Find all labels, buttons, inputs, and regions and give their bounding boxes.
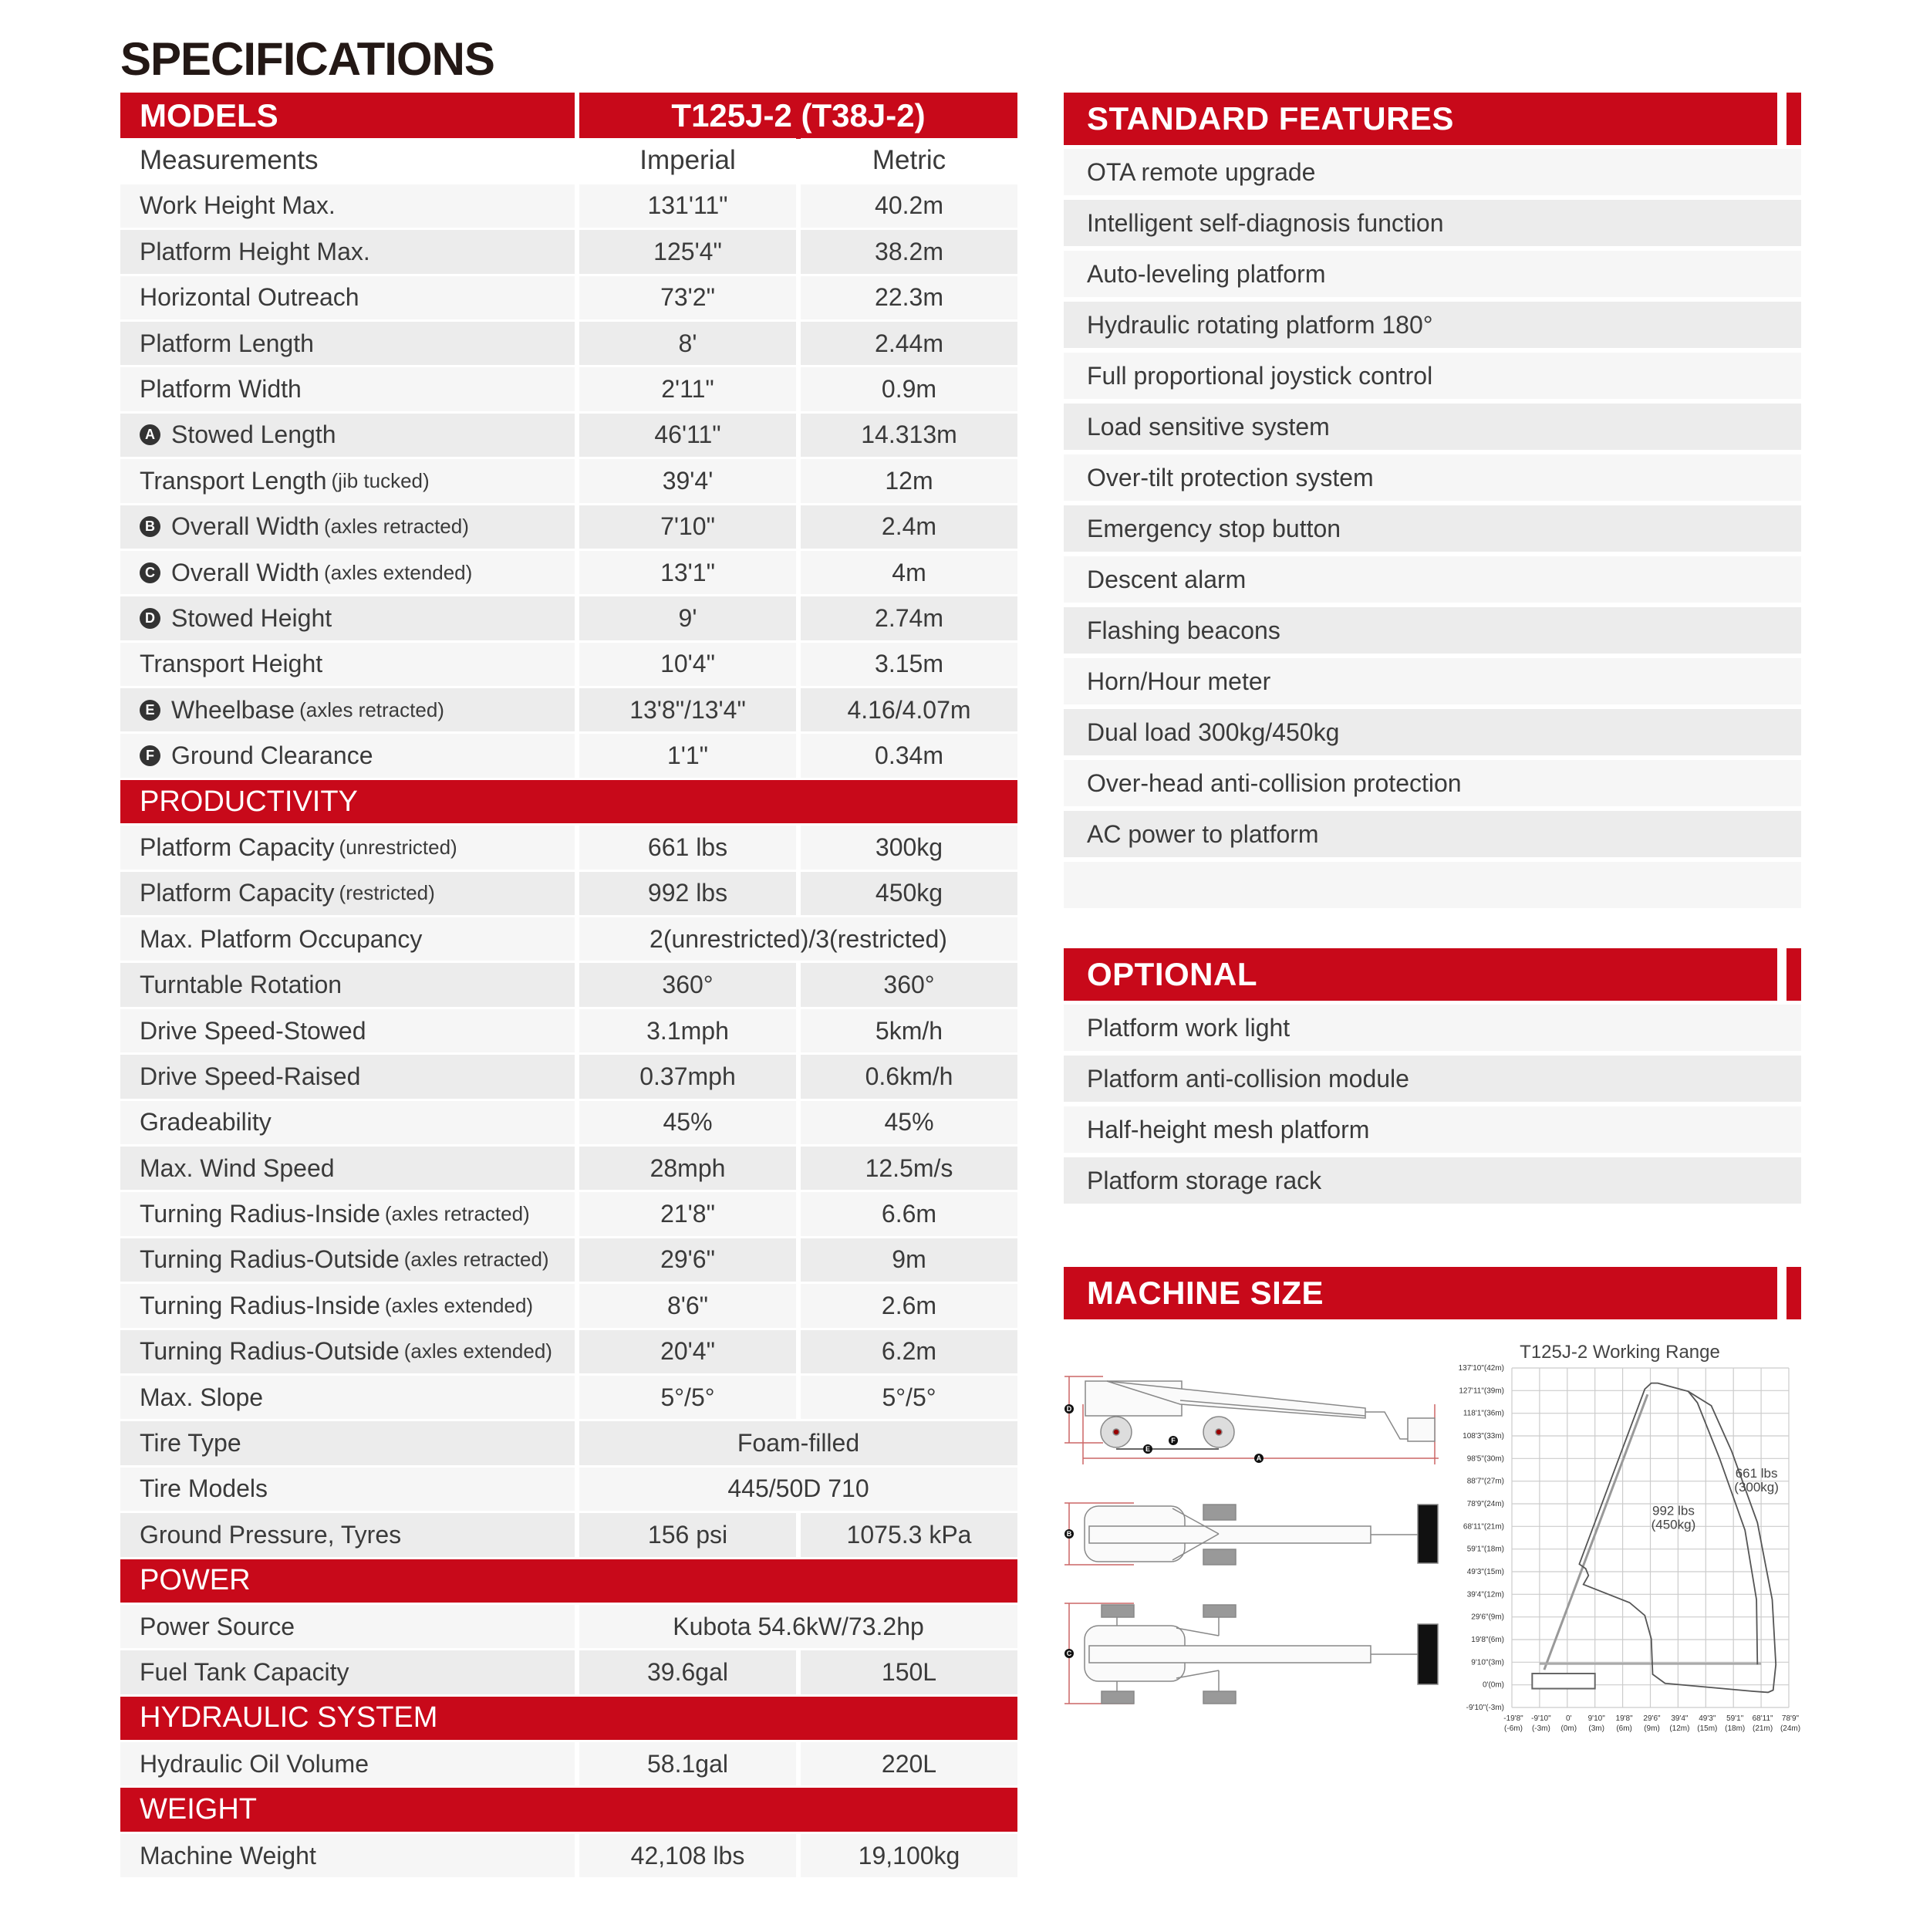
table-row: [120, 734, 1017, 779]
feature-item: Flashing beacons: [1064, 607, 1801, 654]
table-row: [120, 1147, 1017, 1192]
section-header: [120, 1697, 1017, 1742]
row-label-cell: [120, 1742, 575, 1785]
row-note: (axles extended): [403, 1339, 552, 1363]
y-tick-label: 9'10"(3m): [1471, 1658, 1504, 1667]
table-row: [120, 596, 1017, 642]
section-title: POWER: [120, 1559, 1017, 1603]
row-label: Horizontal Outreach: [140, 283, 359, 312]
row-label: Max. Platform Occupancy: [140, 924, 423, 953]
optional-title: OPTIONAL: [1064, 948, 1777, 1001]
dimension-badge: D: [140, 608, 160, 629]
y-tick-label: 127'11"(39m): [1459, 1387, 1504, 1396]
top-view-retracted-drawing: [1064, 1503, 1438, 1565]
series-label: (300kg): [1734, 1479, 1779, 1495]
row-label-cell: [120, 1101, 575, 1144]
metric-value: 150L: [801, 1650, 1017, 1694]
row-label-cell: [120, 276, 575, 319]
row-label: Turntable Rotation: [140, 971, 342, 999]
metric-value: 5°/5°: [801, 1376, 1017, 1419]
metric-value: 6.2m: [801, 1330, 1017, 1373]
row-label: Turning Radius-Inside: [140, 1200, 380, 1228]
row-label: Gradeability: [140, 1108, 272, 1137]
badge-b: B: [1066, 1530, 1072, 1538]
row-label: Machine Weight: [140, 1841, 316, 1870]
row-label-cell: [120, 826, 575, 869]
row-label-cell: [120, 414, 575, 457]
row-value: 2(unrestricted)/3(restricted): [579, 917, 1017, 961]
imperial-value: 992 lbs: [579, 872, 796, 915]
table-row: [120, 1513, 1017, 1559]
metric-value: 4m: [801, 551, 1017, 594]
dimension-badge: E: [140, 700, 160, 721]
table-row: [120, 184, 1017, 230]
imperial-value: 42,108 lbs: [579, 1834, 796, 1877]
metric-value: 220L: [801, 1742, 1017, 1785]
y-tick-label: 88'7"(27m): [1466, 1477, 1504, 1486]
row-label-cell: [120, 734, 575, 777]
feature-item: Full proportional joystick control: [1064, 353, 1801, 399]
row-note: (axles retracted): [403, 1248, 549, 1272]
y-tick-label: 29'6"(9m): [1471, 1613, 1504, 1622]
imperial-value: 45%: [579, 1101, 796, 1144]
imperial-value: 29'6": [579, 1238, 796, 1282]
table-row: [120, 367, 1017, 413]
x-tick-label: 59'1": [1726, 1714, 1744, 1723]
imperial-value: 58.1gal: [579, 1742, 796, 1785]
working-range-chart: [1450, 1343, 1820, 1836]
dimension-badge: C: [140, 562, 160, 583]
chassis-icon: [1532, 1674, 1594, 1689]
row-label: Turning Radius-Inside: [140, 1291, 380, 1319]
feature-item: OTA remote upgrade: [1064, 149, 1801, 195]
side-view-drawing: [1064, 1376, 1439, 1464]
metric-value: 19,100kg: [801, 1834, 1017, 1877]
table-row: [120, 1238, 1017, 1284]
row-label: Fuel Tank Capacity: [140, 1657, 349, 1686]
section-title: PRODUCTIVITY: [120, 780, 1017, 823]
row-label-cell: [120, 872, 575, 915]
row-value: Foam-filled: [579, 1421, 1017, 1464]
row-label-cell: [120, 367, 575, 410]
col-imperial: Imperial: [579, 138, 796, 181]
x-tick-label: 0': [1566, 1714, 1572, 1723]
imperial-value: 13'1": [579, 551, 796, 594]
x-tick-label: 19'8": [1615, 1714, 1633, 1723]
row-label-cell: [120, 1468, 575, 1511]
standard-features-list: [1064, 149, 1801, 913]
row-label-cell: [120, 1513, 575, 1556]
feature-item: Platform anti-collision module: [1064, 1056, 1801, 1102]
table-row: [120, 1055, 1017, 1100]
series-label: 661 lbs: [1735, 1465, 1778, 1481]
imperial-value: 3.1mph: [579, 1009, 796, 1052]
row-label: Tire Type: [140, 1429, 241, 1457]
section-title: WEIGHT: [120, 1788, 1017, 1831]
chart-title: T125J-2 Working Range: [1520, 1343, 1720, 1363]
row-label-cell: [120, 505, 575, 549]
row-label: Drive Speed-Raised: [140, 1062, 361, 1090]
metric-value: 2.6m: [801, 1284, 1017, 1327]
table-row: [120, 505, 1017, 551]
row-label: Max. Slope: [140, 1383, 264, 1411]
row-label: Hydraulic Oil Volume: [140, 1749, 369, 1778]
table-row: [120, 1284, 1017, 1329]
x-tick-label: 9'10": [1587, 1714, 1605, 1723]
table-row: [120, 551, 1017, 596]
y-tick-label: 39'4"(12m): [1466, 1590, 1504, 1599]
metric-value: 45%: [801, 1101, 1017, 1144]
table-row: [120, 1330, 1017, 1376]
row-label: Stowed Length: [171, 421, 336, 449]
y-axis-labels: [1459, 1364, 1504, 1712]
table-row: [120, 1742, 1017, 1788]
x-tick-metric-label: (18m): [1725, 1724, 1746, 1733]
row-label-cell: [120, 1605, 575, 1648]
row-label-cell: [120, 1650, 575, 1694]
row-label: Transport Height: [140, 650, 323, 678]
imperial-value: 1'1": [579, 734, 796, 777]
y-tick-label: 49'3"(15m): [1466, 1568, 1504, 1576]
feature-item: Hydraulic rotating platform 180°: [1064, 302, 1801, 348]
imperial-value: 156 psi: [579, 1513, 796, 1556]
x-tick-metric-label: (15m): [1697, 1724, 1718, 1733]
row-note: (axles extended): [324, 560, 473, 584]
imperial-value: 5°/5°: [579, 1376, 796, 1419]
x-tick-metric-label: (3m): [1588, 1724, 1604, 1733]
x-tick-metric-label: (-6m): [1504, 1724, 1523, 1733]
header-accent-tab: [1786, 1267, 1801, 1319]
row-note: (axles retracted): [299, 697, 444, 721]
table-row: [120, 1605, 1017, 1650]
row-label: Transport Length: [140, 466, 327, 495]
badge-f: F: [1171, 1437, 1176, 1444]
metric-value: 3.15m: [801, 643, 1017, 686]
imperial-value: 9': [579, 596, 796, 640]
imperial-value: 661 lbs: [579, 826, 796, 869]
feature-item: Platform work light: [1064, 1005, 1801, 1051]
row-note: (jib tucked): [331, 468, 430, 492]
feature-item: Horn/Hour meter: [1064, 658, 1801, 704]
col-measurements: Measurements: [120, 138, 575, 181]
row-label-cell: [120, 1055, 575, 1098]
models-header-row: [120, 93, 1017, 138]
row-note: (axles extended): [384, 1293, 534, 1317]
row-label-cell: [120, 643, 575, 686]
table-row: [120, 688, 1017, 734]
table-row: [120, 1650, 1017, 1696]
row-label-cell: [120, 1376, 575, 1419]
feature-item: Dual load 300kg/450kg: [1064, 709, 1801, 755]
table-row: [120, 826, 1017, 871]
y-tick-label: 68'11"(21m): [1463, 1522, 1504, 1532]
row-label-cell: [120, 1834, 575, 1877]
metric-value: 0.6km/h: [801, 1055, 1017, 1098]
table-row: [120, 1101, 1017, 1147]
metric-value: 5km/h: [801, 1009, 1017, 1052]
row-label-cell: [120, 963, 575, 1006]
x-tick-metric-label: (9m): [1644, 1724, 1660, 1733]
row-label: Overall Width: [171, 558, 320, 586]
row-label: Ground Pressure, Tyres: [140, 1520, 402, 1549]
section-header: [120, 1788, 1017, 1833]
column-header-row: [120, 138, 1017, 184]
row-label-cell: [120, 459, 575, 502]
x-tick-label: 68'11": [1752, 1714, 1773, 1723]
metric-value: 22.3m: [801, 276, 1017, 319]
machine-size-title: MACHINE SIZE: [1064, 1267, 1777, 1319]
row-label: Platform Capacity: [140, 879, 335, 907]
imperial-value: 13'8"/13'4": [579, 688, 796, 731]
row-label: Platform Capacity: [140, 833, 335, 861]
feature-item: Over-head anti-collision protection: [1064, 760, 1801, 806]
table-row: [120, 1421, 1017, 1467]
header-accent-tab: [1786, 93, 1801, 145]
metric-value: 2.44m: [801, 322, 1017, 365]
row-label-cell: [120, 230, 575, 273]
metric-value: 450kg: [801, 872, 1017, 915]
metric-value: 0.34m: [801, 734, 1017, 777]
y-tick-label: 118'1"(36m): [1463, 1409, 1504, 1418]
table-row: [120, 322, 1017, 367]
optional-header: [1064, 948, 1801, 1001]
section-title: HYDRAULIC SYSTEM: [120, 1697, 1017, 1740]
row-note: (axles retracted): [384, 1202, 530, 1226]
row-value: Kubota 54.6kW/73.2hp: [579, 1605, 1017, 1648]
metric-value: 1075.3 kPa: [801, 1513, 1017, 1556]
imperial-value: 2'11": [579, 367, 796, 410]
imperial-value: 39.6gal: [579, 1650, 796, 1694]
page-title: SPECIFICATIONS: [120, 33, 494, 85]
feature-item: Auto-leveling platform: [1064, 251, 1801, 297]
machine-size-header: [1064, 1267, 1801, 1319]
x-tick-label: -19'8": [1503, 1714, 1523, 1723]
y-tick-label: 137'10"(42m): [1458, 1364, 1504, 1373]
dimension-badge: B: [140, 516, 160, 537]
imperial-value: 39'4': [579, 459, 796, 502]
series-label: (450kg): [1651, 1517, 1696, 1532]
imperial-value: 73'2": [579, 276, 796, 319]
x-tick-label: 29'6": [1643, 1714, 1661, 1723]
feature-item: Platform storage rack: [1064, 1157, 1801, 1204]
row-label: Turning Radius-Outside: [140, 1337, 400, 1366]
y-tick-label: -9'10"(-3m): [1466, 1704, 1504, 1712]
x-tick-metric-label: (24m): [1780, 1724, 1801, 1733]
metric-value: 14.313m: [801, 414, 1017, 457]
metric-value: 9m: [801, 1238, 1017, 1282]
imperial-value: 360°: [579, 963, 796, 1006]
metric-value: 4.16/4.07m: [801, 688, 1017, 731]
y-tick-label: 59'1"(18m): [1466, 1545, 1504, 1554]
row-label-cell: [120, 688, 575, 731]
section-header: [120, 1559, 1017, 1605]
metric-value: 6.6m: [801, 1192, 1017, 1235]
x-tick-label: -9'10": [1531, 1714, 1551, 1723]
row-label-cell: [120, 1147, 575, 1190]
badge-e: E: [1145, 1445, 1151, 1453]
row-label-cell: [120, 1330, 575, 1373]
metric-value: 2.4m: [801, 505, 1017, 549]
table-row: [120, 1376, 1017, 1421]
top-view-extended-drawing: [1064, 1603, 1438, 1704]
row-label: Max. Wind Speed: [140, 1153, 335, 1182]
imperial-value: 8'6": [579, 1284, 796, 1327]
feature-item: Intelligent self-diagnosis function: [1064, 200, 1801, 246]
feature-item: Over-tilt protection system: [1064, 454, 1801, 501]
metric-value: 40.2m: [801, 184, 1017, 228]
y-tick-label: 108'3"(33m): [1463, 1432, 1504, 1441]
table-row: [120, 963, 1017, 1008]
row-label-cell: [120, 551, 575, 594]
table-row: [120, 276, 1017, 322]
x-tick-label: 39'4": [1671, 1714, 1689, 1723]
row-label: Work Height Max.: [140, 191, 336, 220]
row-note: (restricted): [339, 881, 435, 905]
row-note: (unrestricted): [339, 835, 457, 859]
feature-item: AC power to platform: [1064, 811, 1801, 857]
row-label: Turning Radius-Outside: [140, 1245, 400, 1274]
row-label-cell: [120, 1009, 575, 1052]
chart-grid: [1512, 1368, 1789, 1707]
feature-item: Half-height mesh platform: [1064, 1106, 1801, 1153]
x-tick-metric-label: (12m): [1669, 1724, 1690, 1733]
table-row: [120, 230, 1017, 275]
imperial-value: 131'11": [579, 184, 796, 228]
row-label: Platform Width: [140, 375, 302, 404]
x-tick-label: 49'3": [1699, 1714, 1716, 1723]
x-axis-labels: [1503, 1714, 1800, 1733]
row-label-cell: [120, 184, 575, 228]
row-label: Platform Height Max.: [140, 237, 370, 265]
table-row: [120, 459, 1017, 505]
y-tick-label: 19'8"(6m): [1471, 1636, 1504, 1644]
dimension-badge: F: [140, 745, 160, 766]
row-value: 445/50D 710: [579, 1468, 1017, 1511]
x-tick-metric-label: (21m): [1753, 1724, 1773, 1733]
metric-value: 300kg: [801, 826, 1017, 869]
table-row: [120, 917, 1017, 963]
imperial-value: 7'10": [579, 505, 796, 549]
row-label-cell: [120, 322, 575, 365]
col-metric: Metric: [801, 138, 1017, 181]
imperial-value: 28mph: [579, 1147, 796, 1190]
table-row: [120, 414, 1017, 459]
x-tick-metric-label: (0m): [1560, 1724, 1577, 1733]
imperial-value: 125'4": [579, 230, 796, 273]
feature-item: Load sensitive system: [1064, 404, 1801, 450]
imperial-value: 0.37mph: [579, 1055, 796, 1098]
feature-item: [1064, 862, 1801, 908]
row-note: (axles retracted): [324, 515, 469, 539]
feature-item: Descent alarm: [1064, 556, 1801, 603]
header-accent-tab: [1786, 948, 1801, 1001]
table-row: [120, 1834, 1017, 1880]
feature-item: Emergency stop button: [1064, 505, 1801, 552]
table-row: [120, 1009, 1017, 1055]
row-label-cell: [120, 917, 575, 961]
row-label: Drive Speed-Stowed: [140, 1016, 366, 1045]
metric-value: 38.2m: [801, 230, 1017, 273]
row-label-cell: [120, 596, 575, 640]
chart-series: [1532, 1383, 1779, 1693]
badge-c: C: [1066, 1650, 1072, 1657]
metric-value: 0.9m: [801, 367, 1017, 410]
table-row: [120, 1192, 1017, 1238]
table-row: [120, 1468, 1017, 1513]
machine-dimension-drawings: [1057, 1358, 1458, 1728]
badge-d: D: [1066, 1405, 1072, 1413]
dimension-badge: A: [140, 424, 160, 445]
standard-features-title: STANDARD FEATURES: [1064, 93, 1777, 145]
optional-list: [1064, 1005, 1801, 1208]
row-label-cell: [120, 1421, 575, 1464]
y-tick-label: 78'9"(24m): [1466, 1500, 1504, 1508]
metric-value: 2.74m: [801, 596, 1017, 640]
row-label-cell: [120, 1238, 575, 1282]
row-label-cell: [120, 1284, 575, 1327]
x-tick-label: 78'9": [1781, 1714, 1800, 1723]
imperial-value: 21'8": [579, 1192, 796, 1235]
row-label: Wheelbase: [171, 695, 295, 724]
model-name: T125J-2 (T38J-2): [579, 93, 1017, 139]
imperial-value: 10'4": [579, 643, 796, 686]
imperial-value: 8': [579, 322, 796, 365]
imperial-value: 46'11": [579, 414, 796, 457]
badge-a: A: [1256, 1454, 1262, 1462]
row-label: Stowed Height: [171, 603, 332, 632]
imperial-value: 20'4": [579, 1330, 796, 1373]
spec-table: [120, 93, 1017, 1880]
row-label: Tire Models: [140, 1474, 268, 1503]
row-label: Power Source: [140, 1612, 295, 1640]
metric-value: 360°: [801, 963, 1017, 1006]
row-label: Overall Width: [171, 512, 320, 541]
row-label: Platform Length: [140, 329, 314, 357]
metric-value: 12.5m/s: [801, 1147, 1017, 1190]
table-row: [120, 872, 1017, 917]
x-tick-metric-label: (-3m): [1531, 1724, 1550, 1733]
row-label-cell: [120, 1192, 575, 1235]
models-label: MODELS: [120, 93, 575, 139]
metric-value: 12m: [801, 459, 1017, 502]
table-row: [120, 643, 1017, 688]
series-label: 992 lbs: [1652, 1503, 1695, 1518]
y-tick-label: 0'(0m): [1482, 1680, 1504, 1690]
section-header: [120, 780, 1017, 826]
row-label: Ground Clearance: [171, 741, 373, 770]
standard-features-header: [1064, 93, 1801, 145]
y-tick-label: 98'5"(30m): [1466, 1454, 1504, 1464]
x-tick-metric-label: (6m): [1616, 1724, 1632, 1733]
